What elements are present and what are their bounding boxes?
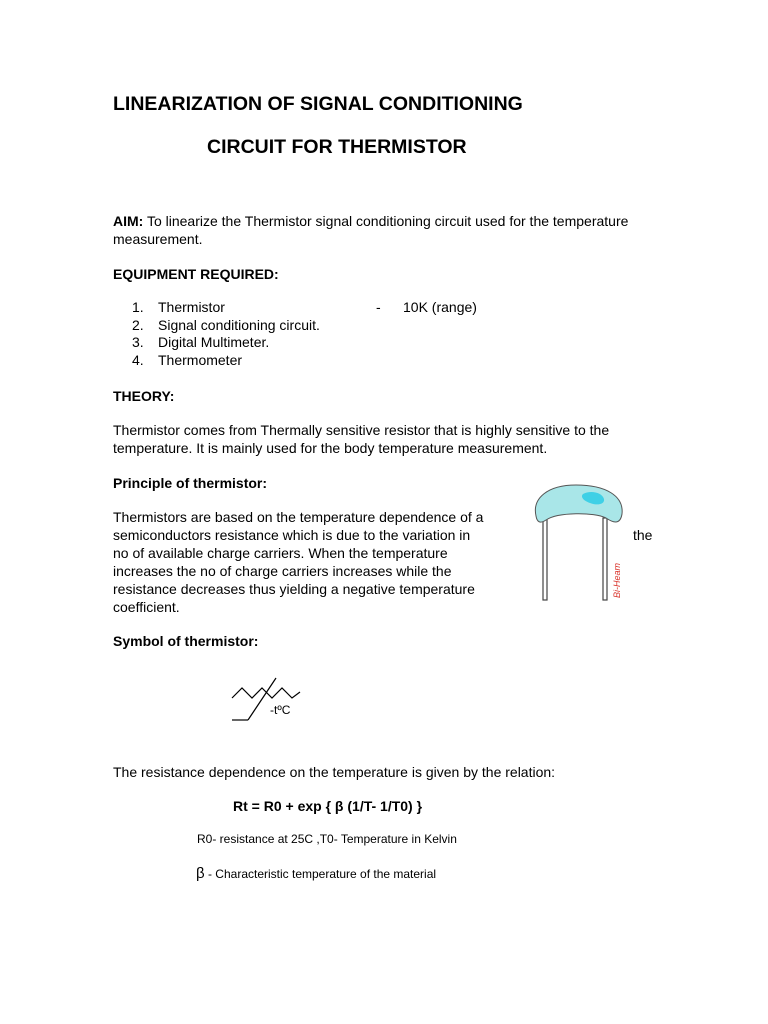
list-item: 3. Digital Multimeter. (132, 334, 270, 350)
theory-paragraph: Thermistor comes from Thermally sensitive resistor that is highly sensitive to the temperature. It is mainly used for the body temperature measurement. (113, 422, 610, 456)
list-item: 4. Thermometer (132, 351, 243, 368)
aim-label: AIM: (113, 213, 144, 229)
relation-intro: The resistance dependence on the temperature is given by the relation: (113, 764, 556, 780)
principle-paragraph: Thermistors are based on the temperature dependence of a semiconductors resistance which is due to the variation in no of available charge carriers. When the temperature increases the no of charge carriers increases while the resistance decreases thus yielding a negative temperature coefficient. (113, 509, 484, 615)
formula: Rt = R0 + exp { β (1/T- 1/T0) } (233, 798, 423, 814)
page-title-line-2: CIRCUIT FOR THERMISTOR (207, 136, 467, 158)
thermistor-symbol (228, 674, 308, 724)
theory-heading: THEORY: (113, 388, 175, 404)
principle-heading: Principle of thermistor: (113, 475, 268, 491)
aim-paragraph (113, 212, 658, 248)
page-title-line-1: LINEARIZATION OF SIGNAL CONDITIONING (113, 93, 523, 115)
aim-text: To linearize the Thermistor signal conditioning circuit used for the temperature measurement. (113, 213, 629, 247)
list-item: 2. Signal conditioning circuit. (132, 316, 320, 333)
formula-note-r0: R0- resistance at 25C ,T0- Temperature in Kelvin (197, 832, 457, 846)
formula-note-beta: β - Characteristic temperature of the material (196, 865, 437, 882)
list-item: 1. Thermistor - 10K (range) (132, 299, 477, 315)
image-watermark: Bi-Heam (612, 562, 622, 598)
thermistor-image (528, 482, 628, 604)
principle-trailing-word: the (633, 527, 653, 543)
equipment-list (113, 299, 477, 369)
equipment-heading: EQUIPMENT REQUIRED: (113, 266, 279, 282)
symbol-heading: Symbol of thermistor: (113, 633, 259, 649)
symbol-label: -tºC (270, 703, 291, 717)
